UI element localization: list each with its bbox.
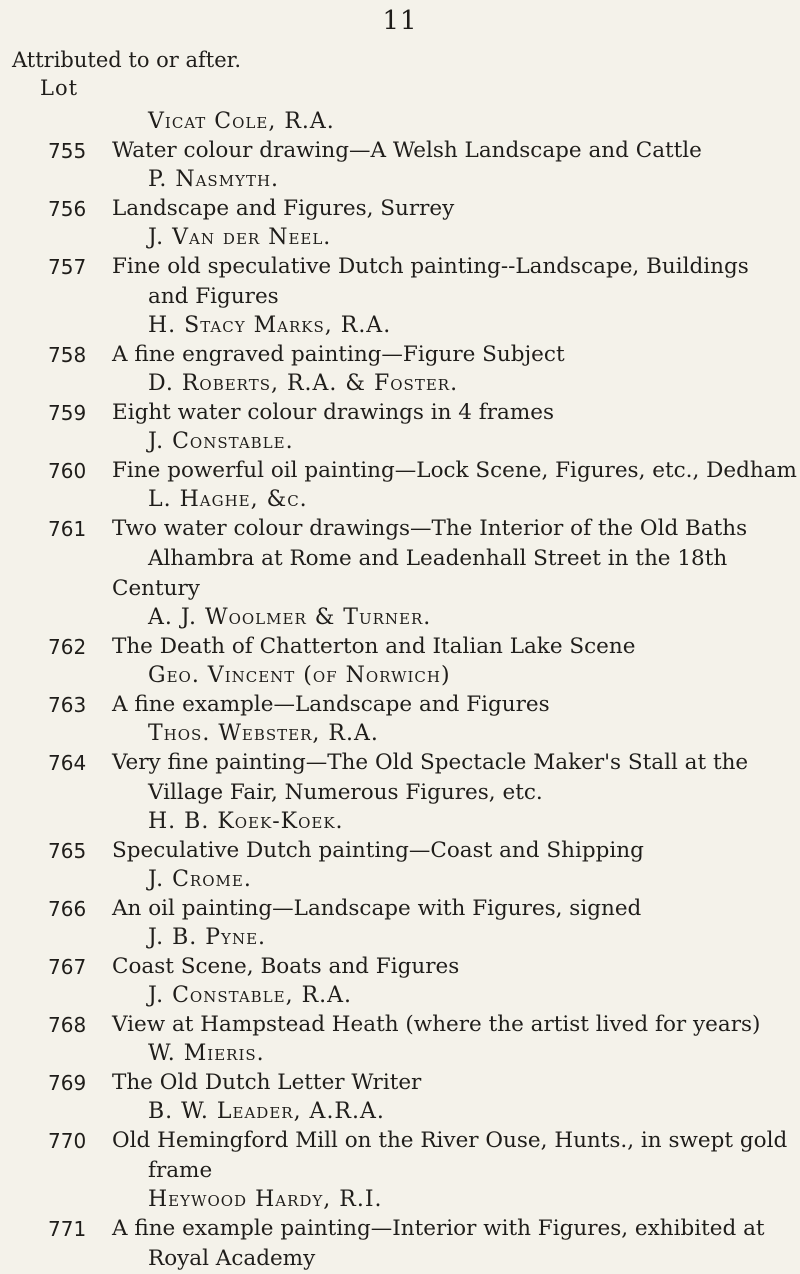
lot-entry	[0, 866, 800, 924]
lot-number: 758	[48, 343, 87, 367]
lot-description-text: Coast Scene, Boats and Figures	[112, 954, 460, 979]
lot-row	[0, 456, 800, 486]
lot-row	[0, 748, 800, 808]
lot-entry	[0, 1040, 800, 1098]
lot-description	[112, 136, 800, 166]
lot-row	[0, 136, 800, 166]
lot-entry	[0, 662, 800, 720]
lot-number: 759	[48, 401, 87, 425]
lot-entry	[0, 370, 800, 428]
lot-description	[112, 836, 800, 866]
lot-description-text: A fine engraved painting—Figure Subject	[112, 342, 565, 367]
lot-number: 763	[48, 693, 87, 717]
lot-description-continuation: and Figures	[148, 284, 279, 309]
lot-artist: H. B. Koek-Koek.	[148, 809, 344, 834]
lot-row	[0, 836, 800, 866]
lot-artist: Geo. Vincent (of Norwich)	[148, 663, 451, 688]
lot-description-text: The Old Dutch Letter Writer	[112, 1070, 422, 1095]
lot-description	[112, 456, 800, 486]
lot-number: 768	[48, 1013, 87, 1037]
lot-row	[0, 398, 800, 428]
lot-row	[0, 1010, 800, 1040]
lot-description-text: An oil painting—Landscape with Figures, signed	[112, 896, 642, 921]
lot-description	[112, 952, 800, 982]
lot-description-text: Water colour drawing—A Welsh Landscape and Cattle	[112, 138, 702, 163]
lot-artist: H. Stacy Marks, R.A.	[148, 313, 392, 338]
lot-description-text: Fine old speculative Dutch painting--Landscape, Buildings	[112, 254, 749, 279]
lot-description	[112, 398, 800, 428]
lot-description-text: Eight water colour drawings in 4 frames	[112, 400, 554, 425]
lot-description	[112, 748, 800, 808]
lot-row	[0, 1214, 800, 1274]
lot-column-heading: Lot	[40, 76, 79, 100]
lot-row	[0, 632, 800, 662]
lot-number: 760	[48, 459, 87, 483]
lot-number: 766	[48, 897, 87, 921]
lot-entry	[0, 1186, 800, 1274]
lot-artist: A. J. Woolmer & Turner.	[148, 605, 432, 630]
lot-list	[0, 108, 800, 1274]
header-note: Attributed to or after.	[12, 48, 242, 72]
lot-description-text: Old Hemingford Mill on the River Ouse, Hunts., in swept gold	[112, 1128, 788, 1153]
lot-number: 765	[48, 839, 87, 863]
lot-description	[112, 690, 800, 720]
lot-description-text: Fine powerful oil painting—Lock Scene, Figures, etc., Dedham	[112, 458, 797, 483]
lot-description-text: Two water colour drawings—The Interior of the Old Baths	[112, 516, 748, 541]
lot-number: 770	[48, 1129, 87, 1153]
lot-description	[112, 194, 800, 224]
lot-artist: J. Constable, R.A.	[148, 983, 353, 1008]
lot-number: 756	[48, 197, 87, 221]
lot-entry	[0, 312, 800, 370]
lot-entry	[0, 982, 800, 1040]
lot-row	[0, 894, 800, 924]
lot-description	[112, 340, 800, 370]
lot-description-text: View at Hampstead Heath (where the artist lived for years)	[112, 1012, 761, 1037]
lot-entry	[0, 486, 800, 604]
lot-row	[0, 514, 800, 604]
lot-artist: J. Crome.	[148, 867, 252, 892]
lot-description	[112, 1214, 800, 1274]
lot-artist: D. Roberts, R.A. & Foster.	[148, 371, 459, 396]
lot-description	[112, 1068, 800, 1098]
lot-artist: P. Nasmyth.	[148, 167, 280, 192]
lot-number: 762	[48, 635, 87, 659]
lot-artist: J. B. Pyne.	[148, 925, 267, 950]
lot-description	[112, 1126, 800, 1186]
lot-entry	[0, 224, 800, 312]
lot-artist: W. Mieris.	[148, 1041, 265, 1066]
lot-row	[0, 1126, 800, 1186]
lot-description-continuation: frame	[148, 1158, 213, 1183]
lot-description-text: A fine example—Landscape and Figures	[112, 692, 550, 717]
lot-artist: Heywood Hardy, R.I.	[148, 1187, 383, 1212]
lot-number: 771	[48, 1217, 87, 1241]
lot-row	[0, 252, 800, 312]
lot-description-text: Landscape and Figures, Surrey	[112, 196, 455, 221]
lot-row	[0, 690, 800, 720]
lot-number: 761	[48, 517, 87, 541]
lot-artist: L. Haghe, &c.	[148, 487, 308, 512]
lot-artist: Thos. Webster, R.A.	[148, 721, 379, 746]
lot-description	[112, 514, 800, 604]
lot-entry	[0, 166, 800, 224]
lot-description	[112, 632, 800, 662]
lot-description-text: Speculative Dutch painting—Coast and Shipping	[112, 838, 644, 863]
lot-artist: J. Van der Neel.	[148, 225, 332, 250]
lot-entry	[0, 1098, 800, 1186]
lot-description-continuation: Royal Academy	[148, 1246, 316, 1271]
lot-row	[0, 1068, 800, 1098]
lot-description	[112, 1010, 800, 1040]
page-number: 11	[382, 6, 418, 36]
lot-description-text: Very fine painting—The Old Spectacle Maker's Stall at the	[112, 750, 749, 775]
lot-number: 755	[48, 139, 87, 163]
lot-entry	[0, 720, 800, 808]
lot-description	[112, 252, 800, 312]
lot-row	[0, 194, 800, 224]
lot-description-continuation: Alhambra at Rome and Leadenhall Street in the 18th Century	[112, 546, 728, 601]
lot-number: 764	[48, 751, 87, 775]
lot-artist: Vicat Cole, R.A.	[148, 109, 335, 134]
lot-entry	[0, 808, 800, 866]
lot-number: 767	[48, 955, 87, 979]
lot-entry	[0, 604, 800, 662]
lot-row	[0, 340, 800, 370]
lot-number: 757	[48, 255, 87, 279]
lot-entry	[0, 108, 800, 166]
lot-entry	[0, 428, 800, 486]
lot-number: 769	[48, 1071, 87, 1095]
lot-entry	[0, 924, 800, 982]
lot-description	[112, 894, 800, 924]
lot-description-continuation: Village Fair, Numerous Figures, etc.	[148, 780, 543, 805]
lot-artist: B. W. Leader, A.R.A.	[148, 1099, 385, 1124]
lot-description-text: A fine example painting—Interior with Figures, exhibited at	[112, 1216, 765, 1241]
lot-description-text: The Death of Chatterton and Italian Lake Scene	[112, 634, 636, 659]
lot-row	[0, 952, 800, 982]
lot-artist: J. Constable.	[148, 429, 294, 454]
